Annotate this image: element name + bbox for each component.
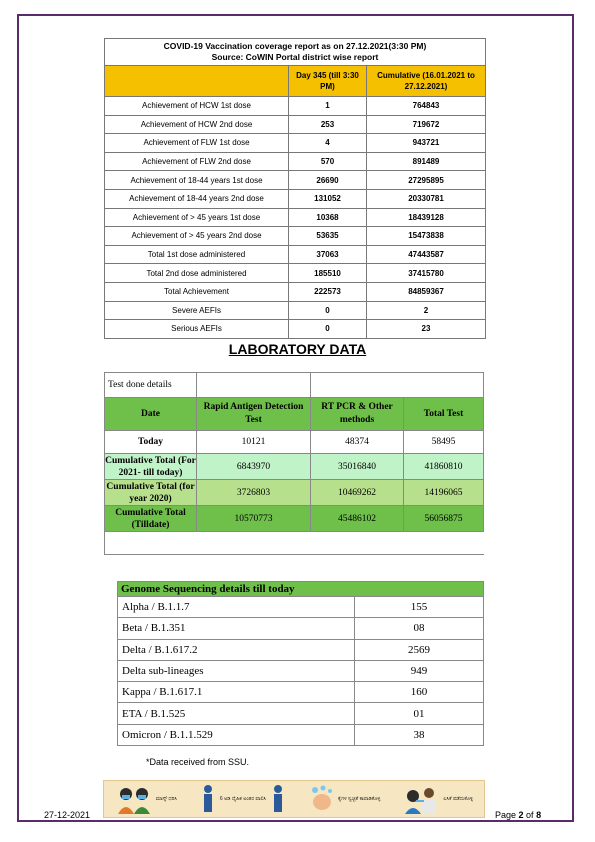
vaccination-row-day: 0	[289, 301, 367, 320]
vaccination-row-cumulative: 47443587	[367, 245, 486, 264]
vaccination-row-label: Achievement of > 45 years 1st dose	[105, 208, 289, 227]
vaccination-row-cumulative: 27295895	[367, 171, 486, 190]
vaccination-row-day: 0	[289, 320, 367, 339]
vaccination-row-cumulative: 764843	[367, 97, 486, 116]
mask-people-icon	[115, 784, 153, 814]
vaccination-row-day: 131052	[289, 189, 367, 208]
vaccination-row-label: Serious AEFIs	[105, 320, 289, 339]
vaccination-row-cumulative: 15473838	[367, 227, 486, 246]
lab-row-label: Cumulative Total (Tilldate)	[105, 506, 197, 532]
vaccine-icon	[402, 784, 440, 814]
vaccination-row-cumulative: 20330781	[367, 189, 486, 208]
vaccination-row-label: Total 2nd dose administered	[105, 264, 289, 283]
page-total: 8	[536, 810, 542, 820]
genome-table	[117, 581, 484, 746]
lab-caption-blank	[311, 373, 484, 398]
banner-text: 6 ಅಡಿ ದೈಹಿಕ ಅಂತರ ಪಾಲಿಸಿ	[219, 796, 267, 802]
lab-row-rapid: 10570773	[197, 506, 311, 532]
lab-empty-row	[105, 532, 484, 555]
lab-row-total: 41860810	[404, 454, 484, 480]
lab-row-rtpcr: 35016840	[311, 454, 404, 480]
lab-row-total: 58495	[404, 431, 484, 454]
vaccination-row-day: 253	[289, 115, 367, 134]
vaccination-row-cumulative: 37415780	[367, 264, 486, 283]
awareness-banner	[103, 780, 485, 818]
banner-item-vaccine	[402, 784, 473, 814]
vaccination-row-cumulative: 943721	[367, 134, 486, 153]
vaccination-row	[105, 134, 486, 153]
lab-row-total: 56056875	[404, 506, 484, 532]
handwash-icon	[309, 784, 335, 814]
genome-row	[118, 703, 484, 724]
vaccination-table	[104, 38, 486, 339]
genome-row	[118, 660, 484, 681]
vaccination-row-day: 26690	[289, 171, 367, 190]
vaccination-row-cumulative: 719672	[367, 115, 486, 134]
genome-row	[118, 639, 484, 660]
genome-count: 2569	[355, 639, 484, 660]
vaccination-row-day: 570	[289, 152, 367, 171]
vaccination-row	[105, 282, 486, 301]
vaccination-row-day: 1	[289, 97, 367, 116]
vaccination-header-blank	[105, 66, 289, 97]
banner-text: ಮಾಸ್ಕ್ ಧರಿಸಿ	[155, 796, 178, 802]
vaccination-row-cumulative: 23	[367, 320, 486, 339]
genome-count: 155	[355, 597, 484, 618]
genome-variant: Kappa / B.1.617.1	[118, 682, 355, 703]
data-source-note: *Data received from SSU.	[146, 757, 250, 767]
vaccination-row	[105, 189, 486, 208]
vaccination-row	[105, 208, 486, 227]
lab-row-rapid: 10121	[197, 431, 311, 454]
vaccination-row-label: Achievement of HCW 2nd dose	[105, 115, 289, 134]
lab-row-rapid: 3726803	[197, 480, 311, 506]
vaccination-row-label: Achievement of FLW 1st dose	[105, 134, 289, 153]
lab-row-total: 14196065	[404, 480, 484, 506]
lab-header-date: Date	[105, 398, 197, 431]
vaccination-row	[105, 171, 486, 190]
vaccination-row-label: Achievement of 18-44 years 2nd dose	[105, 189, 289, 208]
banner-item-mask	[115, 784, 177, 814]
lab-row-label: Cumulative Total (for year 2020)	[106, 481, 195, 504]
vaccination-header-cumulative: Cumulative (16.01.2021 to 27.12.2021)	[367, 66, 486, 97]
vaccination-row	[105, 245, 486, 264]
lab-table	[104, 372, 484, 555]
page-number	[495, 810, 541, 820]
vaccination-row-day: 37063	[289, 245, 367, 264]
genome-row	[118, 618, 484, 639]
vaccination-source: Source: CoWIN Portal district wise report	[211, 52, 379, 62]
lab-row-label: Cumulative Total (For 2021- till today)	[105, 455, 196, 478]
genome-variant: ETA / B.1.525	[118, 703, 355, 724]
person-icon	[199, 784, 217, 814]
page-prefix: Page	[495, 810, 519, 820]
vaccination-row-label: Achievement of 18-44 years 1st dose	[105, 171, 289, 190]
lab-row-rtpcr: 10469262	[311, 480, 404, 506]
vaccination-row-day: 10368	[289, 208, 367, 227]
vaccination-row-cumulative: 891489	[367, 152, 486, 171]
banner-text: ಕೈಗಳ ಸ್ವಚ್ಛತೆ ಕಾಪಾಡಿಕೊಳ್ಳಿ	[337, 796, 381, 802]
page-of: of	[523, 810, 537, 820]
genome-variant: Delta sub-lineages	[118, 660, 355, 681]
lab-header-rapid: Rapid Antigen Detection Test	[197, 398, 311, 431]
vaccination-row-cumulative: 18439128	[367, 208, 486, 227]
banner-item-handwash	[309, 784, 381, 814]
person-icon	[269, 784, 287, 814]
vaccination-row-label: Severe AEFIs	[105, 301, 289, 320]
vaccination-row	[105, 320, 486, 339]
genome-row	[118, 724, 484, 745]
genome-row	[118, 682, 484, 703]
vaccination-row-day: 222573	[289, 282, 367, 301]
banner-item-distance	[199, 784, 287, 814]
page-current: 2	[518, 810, 524, 820]
vaccination-row-label: Total Achievement	[105, 282, 289, 301]
vaccination-row	[105, 152, 486, 171]
genome-row	[118, 597, 484, 618]
vaccination-row-cumulative: 2	[367, 301, 486, 320]
vaccination-row-label: Achievement of FLW 2nd dose	[105, 152, 289, 171]
genome-variant: Beta / B.1.351	[118, 618, 355, 639]
lab-header-total: Total Test	[404, 398, 484, 431]
banner-text: ಲಸಿಕೆ ಪಡೆದುಕೊಳ್ಳಿ	[443, 796, 474, 802]
vaccination-header-day: Day 345 (till 3:30 PM)	[289, 66, 367, 97]
genome-count: 08	[355, 618, 484, 639]
genome-variant: Delta / B.1.617.2	[118, 639, 355, 660]
lab-row-rtpcr: 45486102	[311, 506, 404, 532]
laboratory-heading: LABORATORY DATA	[228, 341, 367, 357]
genome-variant: Omicron / B.1.1.529	[118, 724, 355, 745]
vaccination-row-label: Achievement of > 45 years 2nd dose	[105, 227, 289, 246]
vaccination-row	[105, 264, 486, 283]
vaccination-row	[105, 227, 486, 246]
footer-date: 27-12-2021	[44, 810, 91, 820]
vaccination-title-line1: COVID-19 Vaccination coverage report as on 27.12.2021(3:30 PM)	[163, 41, 427, 51]
vaccination-row-day: 185510	[289, 264, 367, 283]
genome-count: 949	[355, 660, 484, 681]
genome-heading: Genome Sequencing details till today	[118, 582, 484, 597]
lab-header-rtpcr: RT PCR & Other methods	[311, 398, 404, 431]
lab-row-rtpcr: 48374	[311, 431, 404, 454]
vaccination-row-day: 4	[289, 134, 367, 153]
genome-variant: Alpha / B.1.1.7	[118, 597, 355, 618]
lab-row-label: Today	[105, 431, 197, 454]
vaccination-row	[105, 301, 486, 320]
vaccination-row-cumulative: 84859367	[367, 282, 486, 301]
lab-caption-blank	[197, 373, 311, 398]
genome-count: 38	[355, 724, 484, 745]
lab-caption: Test done details	[105, 373, 197, 398]
genome-count: 01	[355, 703, 484, 724]
lab-row-rapid: 6843970	[197, 454, 311, 480]
vaccination-row-label: Total 1st dose administered	[105, 245, 289, 264]
vaccination-row-label: Achievement of HCW 1st dose	[105, 97, 289, 116]
genome-count: 160	[355, 682, 484, 703]
vaccination-row	[105, 115, 486, 134]
vaccination-row-day: 53635	[289, 227, 367, 246]
vaccination-row	[105, 97, 486, 116]
vaccination-title	[105, 39, 486, 66]
